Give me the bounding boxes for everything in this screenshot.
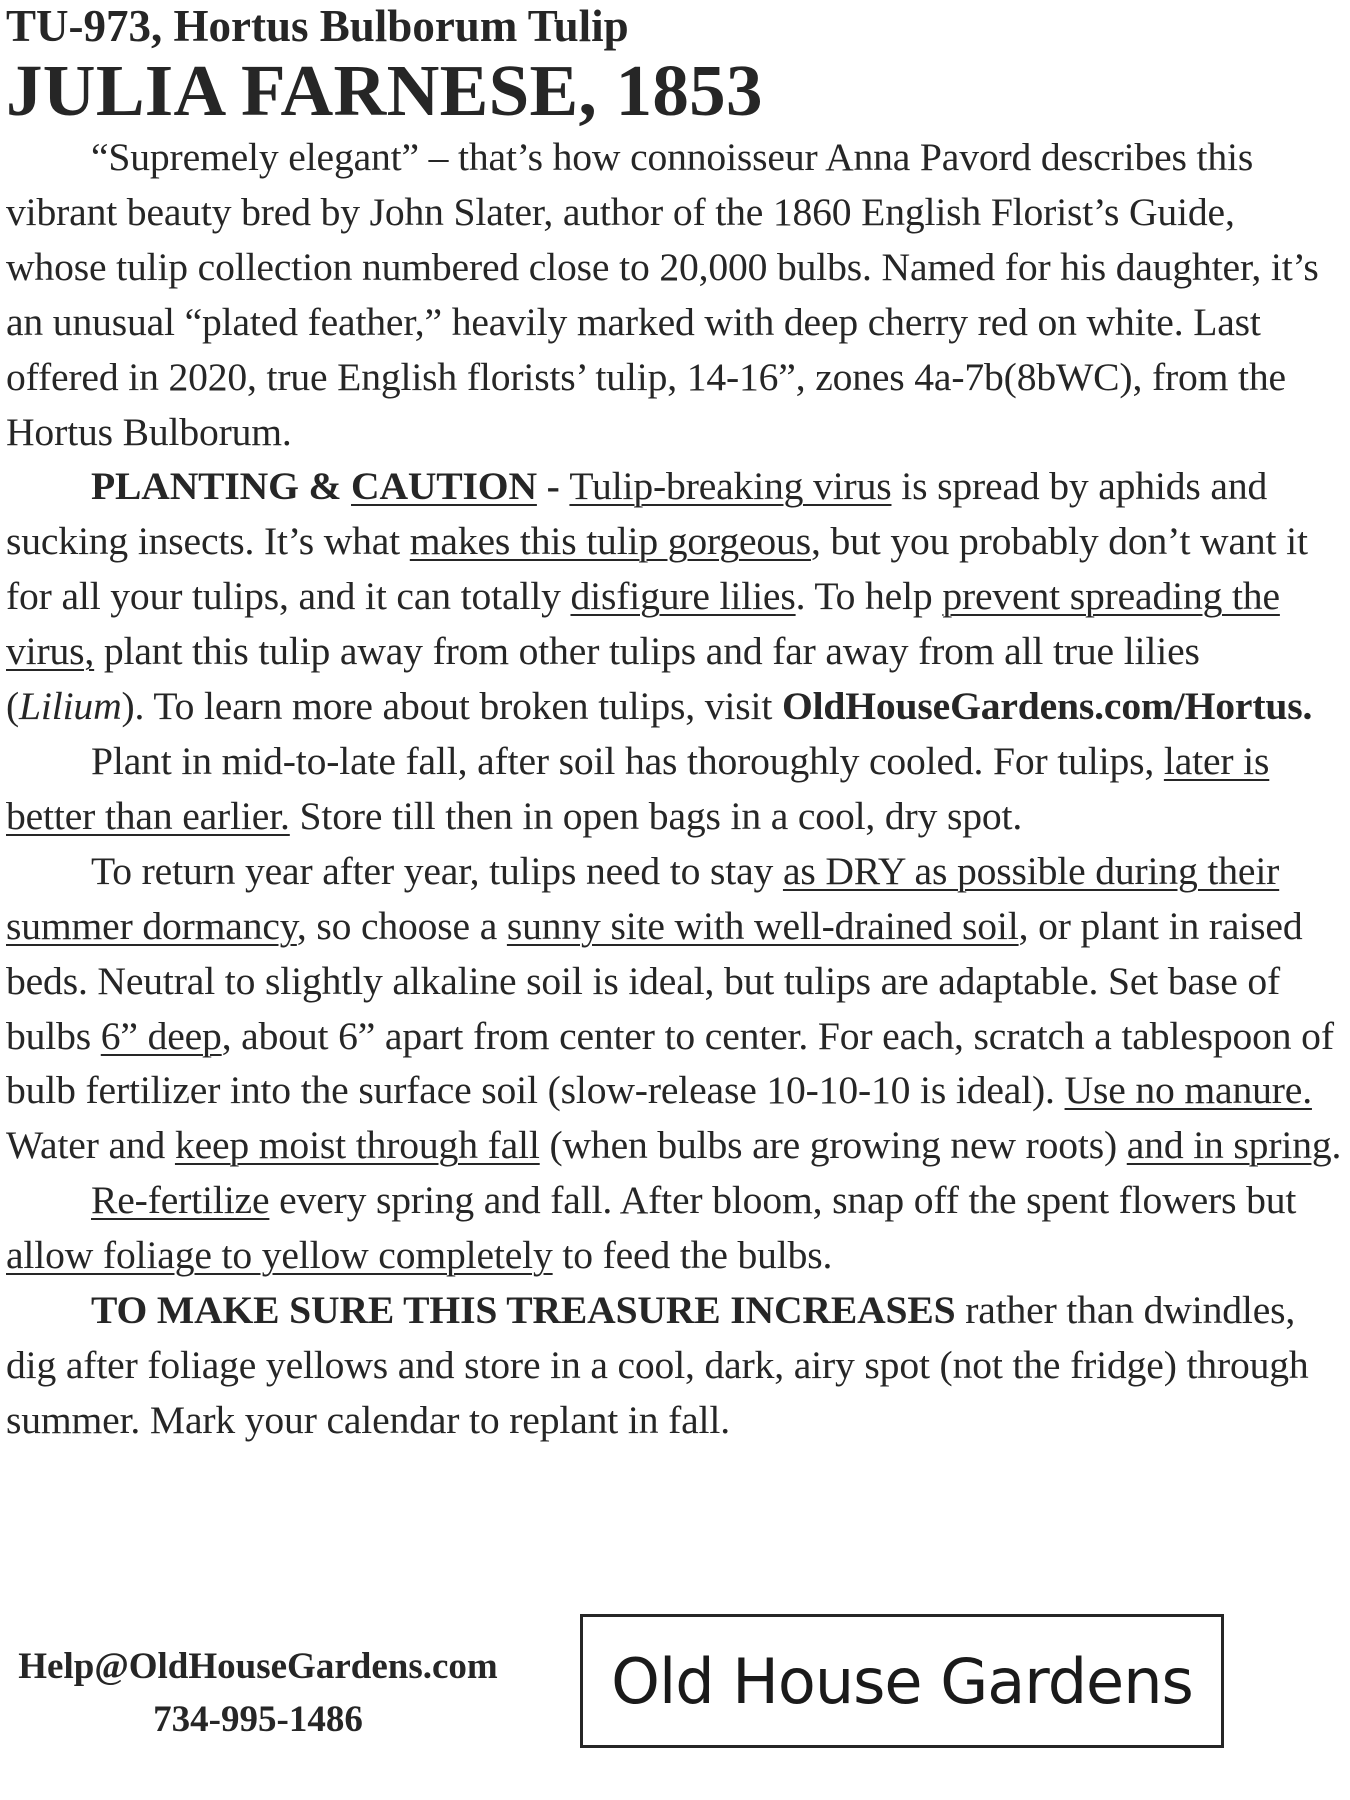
foliage-text: allow foliage to yellow completely	[6, 1233, 553, 1278]
contact-info	[0, 1640, 516, 1746]
treasure-heading: TO MAKE SURE THIS TREASURE INCREASES	[91, 1288, 956, 1333]
planting-time-text-2: Store till then in open bags in a cool, dry spot.	[289, 793, 1023, 838]
hortus-url[interactable]: OldHouseGardens.com/Hortus.	[781, 684, 1313, 729]
no-manure-text: Use no manure.	[1064, 1068, 1312, 1113]
instruction-sheet	[6, 0, 1344, 1448]
prevent-text: prevent spreading the virus,	[6, 574, 1280, 674]
site-paragraph	[6, 844, 1344, 1173]
site-text-2: , so choose a	[296, 903, 507, 948]
storage-text: rather than dwindles, dig after foliage yellows and store in a cool, dark, airy spot (not the fridge) through summer. Mark your calendar to replant in fall.	[6, 1288, 1309, 1442]
description-text: “Supremely elegant” – that’s how connoisseur Anna Pavord describes this vibrant beauty bred by John Slater, author of the 1860 English Florist’s Guide, whose tulip collection numbered close to 20,000 bulbs. Named for his daughter, it’s an unusual “plated feather,” heavily marked with deep cherry red on white. Last offered in 2020, true English florists’ tulip, 14-16”, zones 4a-7b(8bWC), from the Hortus Bulborum.	[6, 135, 1319, 454]
lilium-text: Lilium	[19, 684, 122, 729]
refertilize-text: Re-fertilize	[91, 1178, 270, 1223]
caution-text-3: . To help	[795, 574, 943, 619]
variety-title: JULIA FARNESE, 1853	[6, 50, 763, 131]
caution-text-4: plant this tulip away from other tulips and far away from all true lilies (	[6, 629, 1200, 729]
spring-text: and in spring	[1126, 1123, 1332, 1168]
lilies-text: disfigure lilies	[570, 574, 796, 619]
caution-paragraph	[6, 459, 1344, 734]
site-text-6: (when bulbs are growing new roots)	[539, 1123, 1127, 1168]
body-text	[6, 130, 1344, 1448]
site-text-5: Water and	[6, 1123, 175, 1168]
planting-time-paragraph	[6, 734, 1344, 844]
dry-text: as DRY as possible during their summer dormancy	[6, 848, 1280, 948]
contact-email[interactable]: Help@OldHouseGardens.com	[18, 1646, 498, 1687]
fertilize-paragraph	[6, 1173, 1344, 1283]
description-paragraph	[6, 130, 1344, 459]
keep-moist-text: keep moist through fall	[174, 1123, 540, 1168]
virus-link-text: Tulip-breaking virus	[569, 464, 892, 509]
later-better-text: later is better than earlier.	[6, 738, 1270, 838]
planting-heading: PLANTING &	[91, 464, 352, 509]
contact-phone[interactable]: 734-995-1486	[153, 1699, 363, 1740]
site-text-1: To return year after year, tulips need to stay	[91, 848, 783, 893]
site-text-3: , or plant in raised beds. Neutral to slightly alkaline soil is ideal, but tulips are adaptable. Set base of bulbs	[6, 903, 1303, 1058]
caution-heading: CAUTION	[351, 464, 537, 509]
depth-text: 6” deep	[100, 1013, 222, 1058]
heading-dash: -	[536, 464, 570, 509]
gorgeous-text: makes this tulip gorgeous	[409, 519, 811, 564]
product-code-line: TU-973, Hortus Bulborum Tulip	[6, 1, 629, 51]
planting-time-text-1: Plant in mid-to-late fall, after soil has thoroughly cooled. For tulips,	[91, 738, 1164, 783]
site-text-4: , about 6” apart from center to center. For each, scratch a tablespoon of bulb fertilizer into the surface soil (slow-release 10-10-10 is ideal).	[6, 1013, 1334, 1113]
brand-logo	[580, 1614, 1224, 1748]
fertilize-text-2: to feed the bulbs.	[552, 1233, 833, 1278]
storage-paragraph	[6, 1283, 1344, 1448]
fertilize-text-1: every spring and fall. After bloom, snap off the spent flowers but	[269, 1178, 1297, 1223]
brand-logo-text: Old House Gardens	[611, 1644, 1193, 1718]
sunny-site-text: sunny site with well-drained soil	[506, 903, 1019, 948]
caution-text-5: ). To learn more about broken tulips, visit	[121, 684, 782, 729]
site-text-7: .	[1331, 1123, 1342, 1168]
caution-text-1: is spread by aphids and sucking insects. It’s what	[6, 464, 1268, 564]
caution-text-2: , but you probably don’t want it for all your tulips, and it can totally	[6, 519, 1308, 619]
